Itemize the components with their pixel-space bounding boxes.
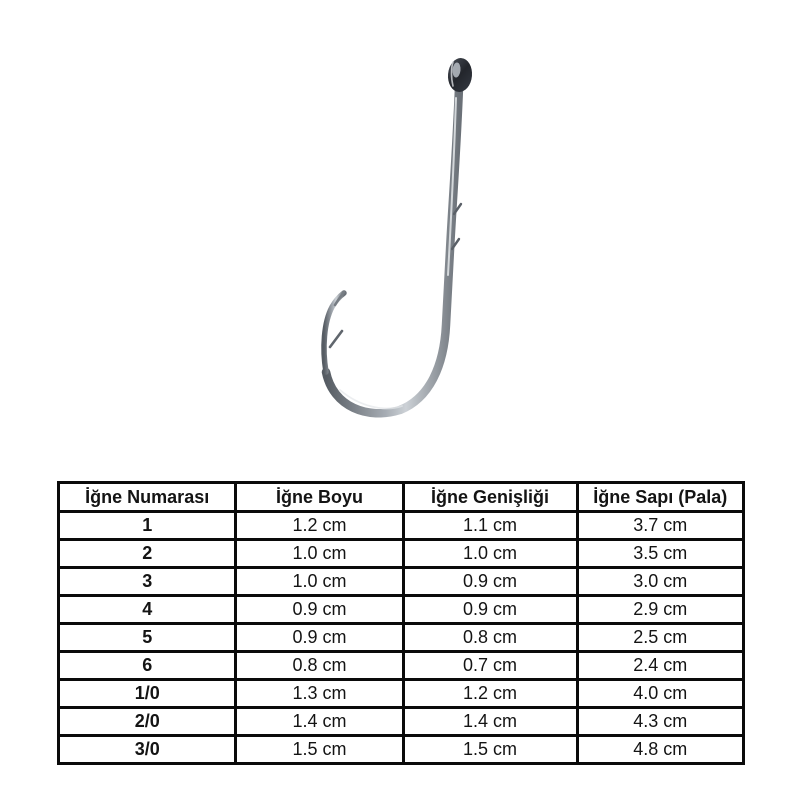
table-row — [59, 708, 744, 736]
hook-shank — [326, 88, 459, 413]
column-header-2: İğne Genişliği — [403, 483, 577, 512]
hook-number-cell: 2 — [59, 540, 236, 568]
spec-table-container — [57, 481, 745, 765]
measurement-cell: 4.3 cm — [577, 708, 743, 736]
measurement-cell: 0.7 cm — [403, 652, 577, 680]
measurement-cell: 2.5 cm — [577, 624, 743, 652]
hook-number-cell: 3/0 — [59, 736, 236, 764]
table-body — [59, 512, 744, 764]
measurement-cell: 0.8 cm — [236, 652, 403, 680]
measurement-cell: 1.3 cm — [236, 680, 403, 708]
table-row — [59, 680, 744, 708]
column-header-0: İğne Numarası — [59, 483, 236, 512]
table-row — [59, 512, 744, 540]
measurement-cell: 4.8 cm — [577, 736, 743, 764]
measurement-cell: 3.7 cm — [577, 512, 743, 540]
table-row — [59, 568, 744, 596]
table-row — [59, 540, 744, 568]
hook-number-cell: 3 — [59, 568, 236, 596]
measurement-cell: 0.9 cm — [236, 596, 403, 624]
measurement-cell: 1.0 cm — [403, 540, 577, 568]
table-header-row — [59, 483, 744, 512]
measurement-cell: 1.5 cm — [403, 736, 577, 764]
column-header-1: İğne Boyu — [236, 483, 403, 512]
hook-number-cell: 4 — [59, 596, 236, 624]
measurement-cell: 2.9 cm — [577, 596, 743, 624]
measurement-cell: 0.8 cm — [403, 624, 577, 652]
hook-point-barb-icon — [330, 331, 342, 347]
measurement-cell: 1.5 cm — [236, 736, 403, 764]
measurement-cell: 3.5 cm — [577, 540, 743, 568]
measurement-cell: 2.4 cm — [577, 652, 743, 680]
measurement-cell: 0.9 cm — [403, 568, 577, 596]
hook-number-cell: 5 — [59, 624, 236, 652]
measurement-cell: 1.1 cm — [403, 512, 577, 540]
hook-number-cell: 1 — [59, 512, 236, 540]
measurement-cell: 4.0 cm — [577, 680, 743, 708]
table-row — [59, 652, 744, 680]
hook-number-cell: 2/0 — [59, 708, 236, 736]
fishing-hook-image — [300, 40, 500, 440]
measurement-cell: 1.2 cm — [403, 680, 577, 708]
measurement-cell: 0.9 cm — [236, 624, 403, 652]
measurement-cell: 0.9 cm — [403, 596, 577, 624]
measurement-cell: 1.4 cm — [403, 708, 577, 736]
table-row — [59, 736, 744, 764]
measurement-cell: 3.0 cm — [577, 568, 743, 596]
measurement-cell: 1.0 cm — [236, 540, 403, 568]
measurement-cell: 1.4 cm — [236, 708, 403, 736]
table-row — [59, 596, 744, 624]
hook-number-cell: 1/0 — [59, 680, 236, 708]
hook-number-cell: 6 — [59, 652, 236, 680]
measurement-cell: 1.2 cm — [236, 512, 403, 540]
table-row — [59, 624, 744, 652]
column-header-3: İğne Sapı (Pala) — [577, 483, 743, 512]
measurement-cell: 1.0 cm — [236, 568, 403, 596]
hook-size-table — [57, 481, 745, 765]
